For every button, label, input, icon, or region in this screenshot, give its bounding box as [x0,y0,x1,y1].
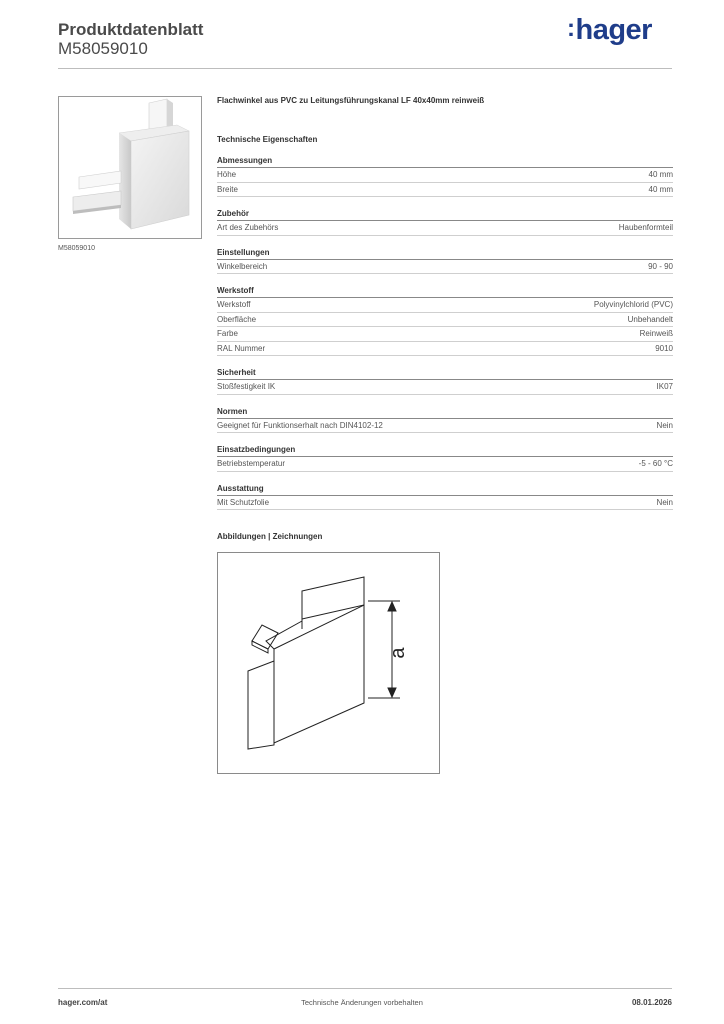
property-label: Betriebstemperatur [217,459,286,468]
property-value: Polyvinylchlorid (PVC) [593,300,673,309]
image-caption: M58059010 [58,245,95,252]
group-title: Abmessungen [217,156,673,168]
property-label: Art des Zubehörs [217,223,279,232]
property-value: -5 - 60 °C [638,459,673,468]
property-value: Unbehandelt [627,314,673,324]
property-row [217,168,673,183]
property-value: 40 mm [648,184,673,194]
group-title: Ausstattung [217,484,673,496]
property-value: Nein [656,497,673,507]
property-label: RAL Nummer [217,343,266,353]
property-value: 9010 [655,343,673,353]
group-title: Normen [217,407,673,419]
document-title: Produktdatenblatt [58,20,204,39]
article-number: M58059010 [58,39,148,58]
property-label: Farbe [217,329,238,338]
property-label: Stoßfestigkeit IK [217,382,276,391]
hager-logo [567,14,652,47]
group-title: Sicherheit [217,368,673,380]
technical-properties-title: Technische Eigenschaften [217,135,318,144]
specification-list [217,96,673,510]
footer-date: 08.01.2026 [631,998,672,1007]
property-label: Werkstoff [217,300,251,309]
property-groups [217,156,673,510]
property-row [217,342,673,357]
property-row [217,496,673,511]
footer-website-link[interactable]: hager.com/at [58,998,108,1007]
group-title: Einsatzbedingungen [217,445,673,457]
property-row [217,380,673,395]
property-value: Reinweiß [639,329,673,338]
property-value: 40 mm [648,170,673,179]
logo-text: hager [575,14,652,46]
property-label: Höhe [217,170,237,179]
group-title: Einstellungen [217,248,673,260]
property-value: Nein [656,420,673,430]
product-image [58,96,202,239]
property-label: Oberfläche [217,314,257,324]
property-label: Breite [217,184,238,194]
property-label: Mit Schutzfolie [217,497,270,507]
footer-notice: Technische Änderungen vorbehalten [301,998,423,1007]
property-row [217,183,673,198]
footer-divider [58,988,672,989]
property-row [217,260,673,275]
technical-drawing [217,552,440,774]
property-row [217,313,673,328]
property-value: 90 - 90 [648,261,673,271]
group-title: Werkstoff [217,286,673,298]
dimension-drawing [218,553,439,773]
header-divider [58,68,672,69]
logo-prefix: : [567,15,575,42]
property-value: IK07 [656,382,673,391]
property-row [217,419,673,434]
property-row [217,457,673,472]
group-title: Zubehör [217,209,673,221]
property-value: Haubenformteil [618,223,673,232]
property-label: Geeignet für Funktionserhalt nach DIN4102-12 [217,420,383,430]
dimension-label: a [387,647,409,659]
property-label: Winkelbereich [217,261,268,271]
property-row [217,327,673,342]
property-row [217,298,673,313]
property-row [217,221,673,236]
flat-angle-photo [59,97,201,238]
drawings-title: Abbildungen | Zeichnungen [217,532,323,541]
product-description: Flachwinkel aus PVC zu Leitungsführungskanal LF 40x40mm reinweiß [217,96,485,105]
